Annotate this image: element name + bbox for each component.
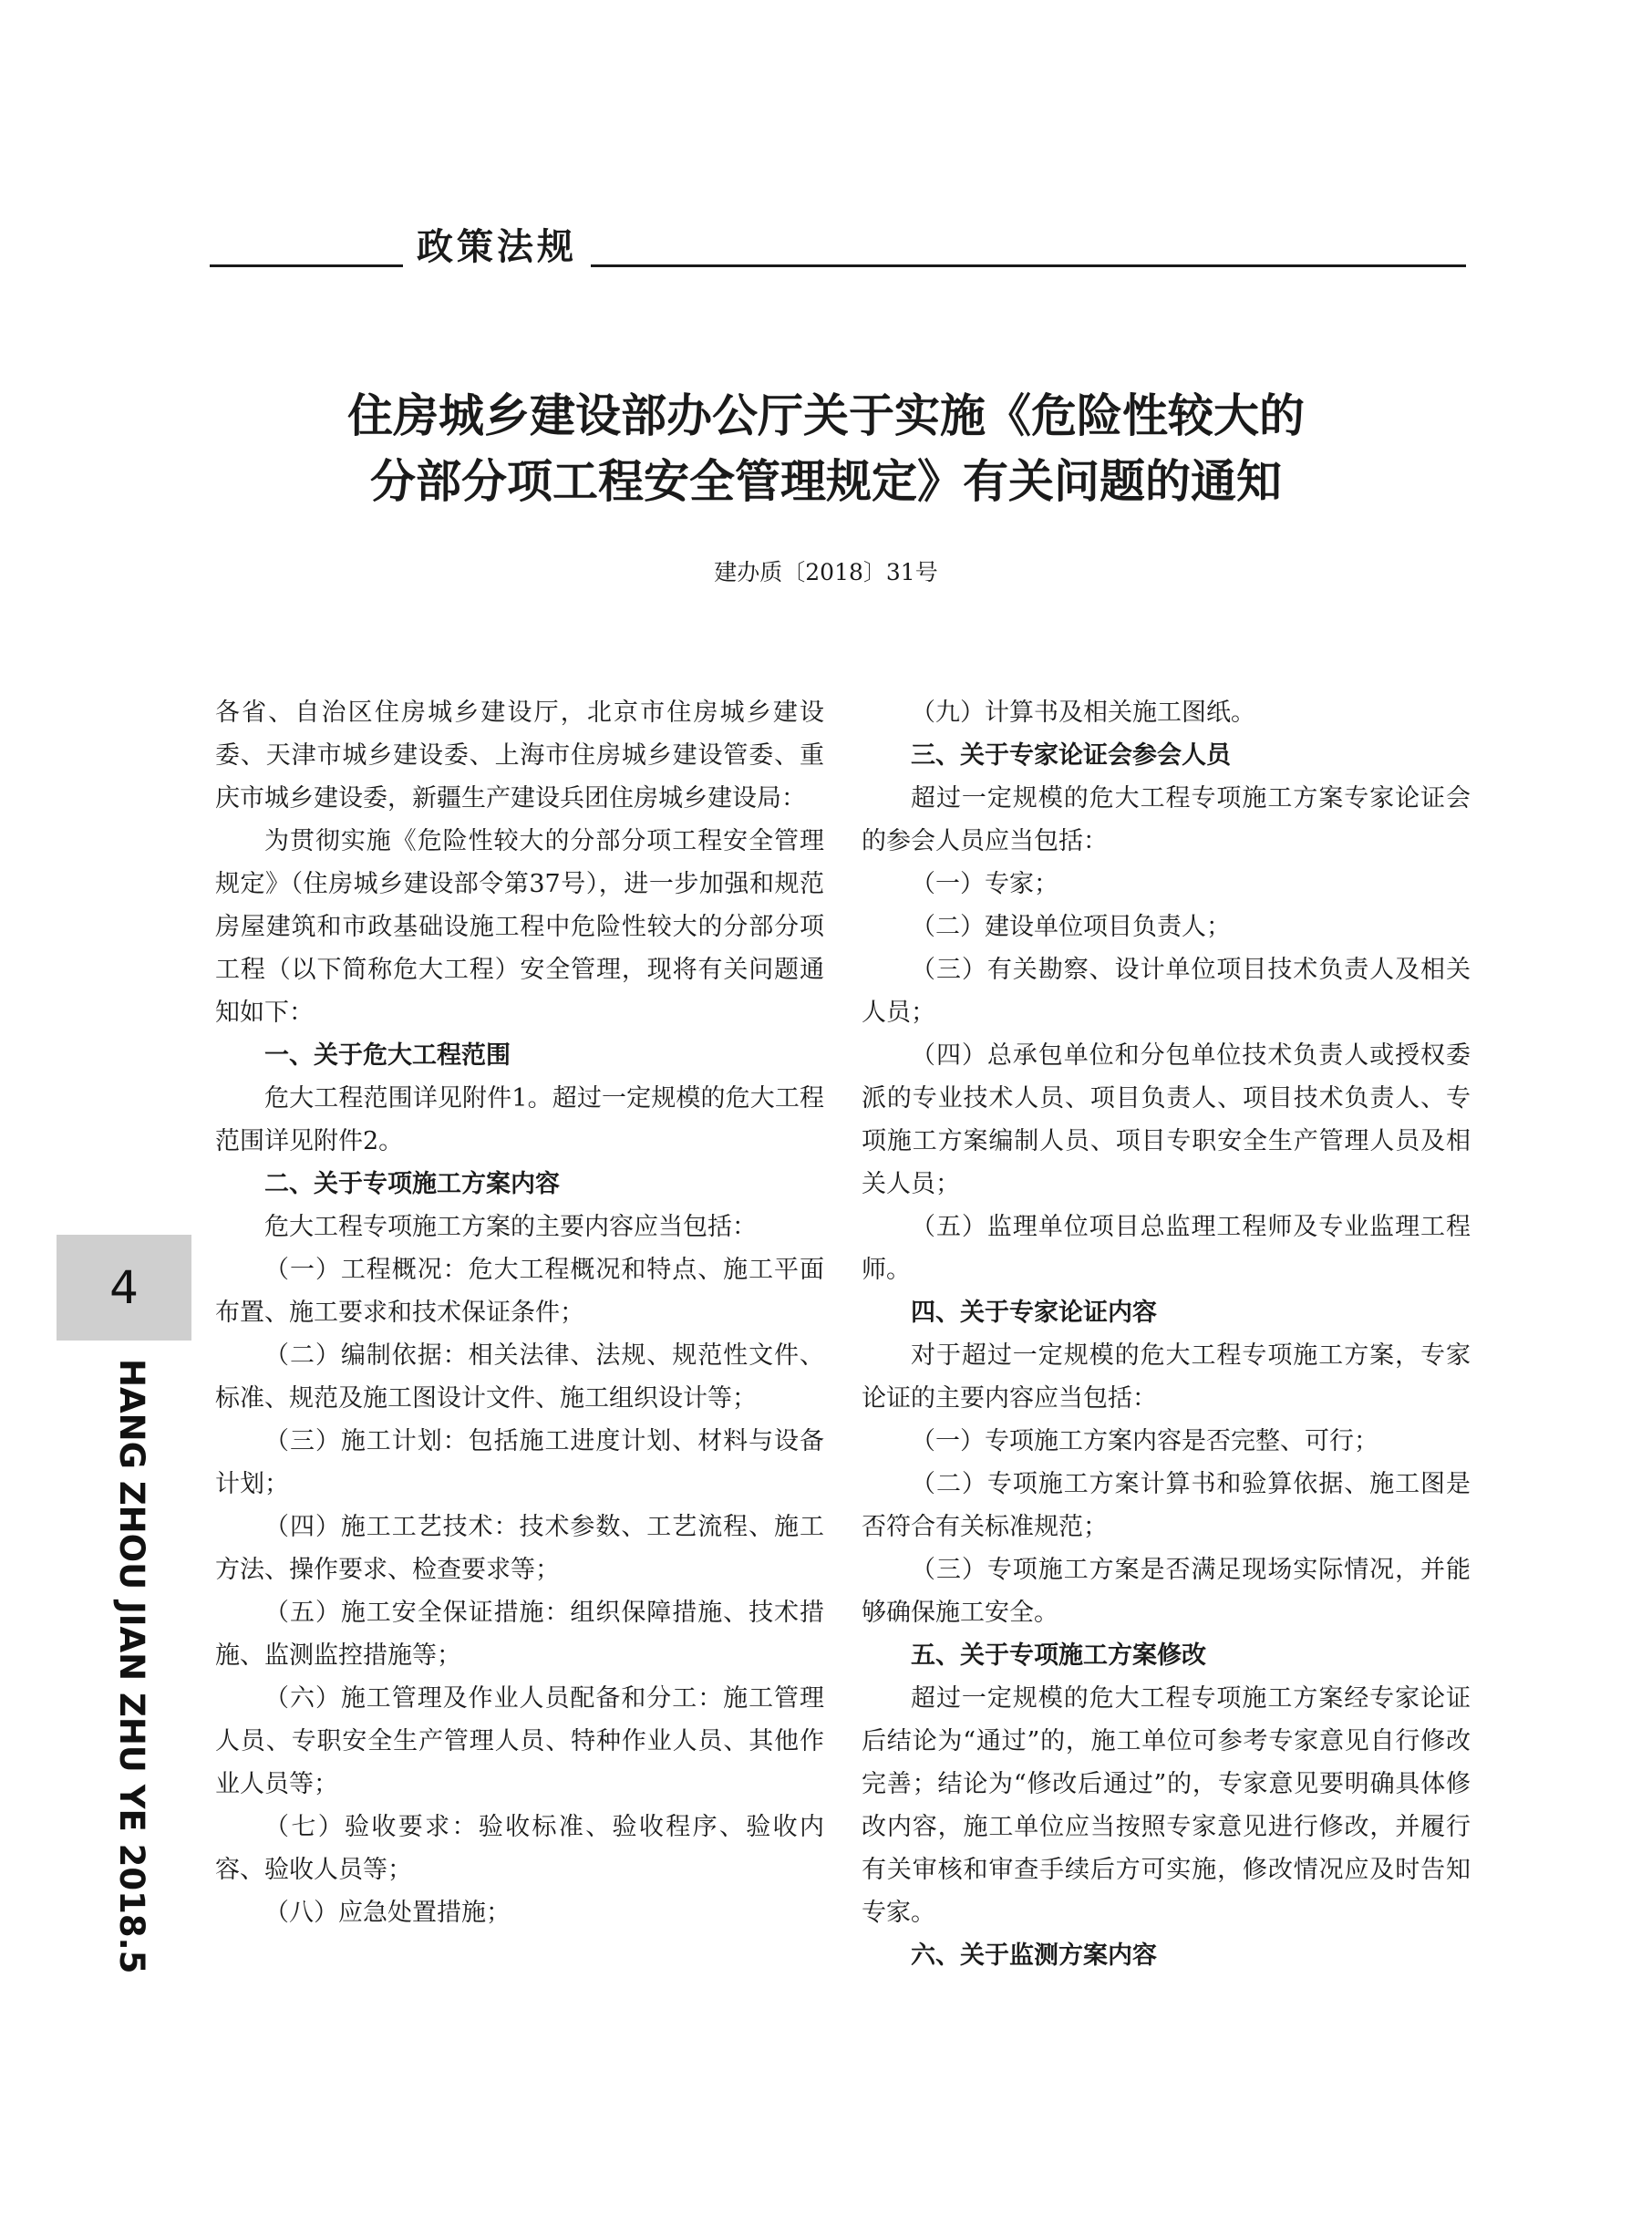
section-heading: 二、关于专项施工方案内容	[264, 1170, 560, 1198]
list-item: （七）验收要求：验收标准、验收程序、验收内容、验收人员等；	[215, 1813, 824, 1884]
list-item: （二）建设单位项目负责人；	[911, 913, 1231, 941]
paragraph: 对于超过一定规模的危大工程专项施工方案，专家论证的主要内容应当包括：	[862, 1341, 1471, 1413]
list-item: （五）施工安全保证措施：组织保障措施、技术措施、监测监控措施等；	[215, 1599, 824, 1670]
page-number-tab	[57, 1235, 191, 1341]
list-item: （四）总承包单位和分包单位技术负责人或授权委派的专业技术人员、项目负责人、项目技术负责人、专项施工方案编制人员、项目专职安全生产管理人员及相关人员；	[862, 1041, 1471, 1198]
list-item: （三）专项施工方案是否满足现场实际情况，并能够确保施工安全。	[862, 1556, 1471, 1627]
paragraph: 危大工程范围详见附件1。超过一定规模的危大工程范围详见附件2。	[215, 1084, 824, 1155]
paragraph: 超过一定规模的危大工程专项施工方案经专家论证后结论为“通过”的，施工单位可参考专家意见自行修改完善；结论为“修改后通过”的，专家意见要明确具体修改内容，施工单位应当按照专家意见进行修改，并履行有关审核和审查手续后方可实施，修改情况应及时告知专家。	[862, 1684, 1471, 1927]
list-item: （五）监理单位项目总监理工程师及专业监理工程师。	[862, 1213, 1471, 1284]
header-rule-right	[591, 264, 1466, 267]
list-item: （八）应急处置措施；	[264, 1899, 511, 1927]
page-number: 4	[109, 1261, 139, 1314]
paragraph: 超过一定规模的危大工程专项施工方案专家论证会的参会人员应当包括：	[862, 784, 1471, 855]
title-line-1: 住房城乡建设部办公厅关于实施《危险性较大的	[347, 388, 1305, 442]
section-heading: 五、关于专项施工方案修改	[911, 1641, 1206, 1670]
section-header	[210, 224, 1466, 272]
list-item: （三）有关勘察、设计单位项目技术负责人及相关人员；	[862, 956, 1471, 1027]
section-label: 政策法规	[417, 226, 577, 268]
section-heading: 四、关于专家论证内容	[911, 1299, 1157, 1327]
header-rule-left	[210, 264, 403, 267]
title-line-2: 分部分项工程安全管理规定》有关问题的通知	[370, 454, 1282, 508]
list-item: （二）编制依据：相关法律、法规、规范性文件、标准、规范及施工图设计文件、施工组织设计等；	[215, 1341, 824, 1413]
list-item: （二）专项施工方案计算书和验算依据、施工图是否符合有关标准规范；	[862, 1470, 1471, 1541]
list-item: （一）专项施工方案内容是否完整、可行；	[911, 1427, 1378, 1455]
list-item: （六）施工管理及作业人员配备和分工：施工管理人员、专职安全生产管理人员、特种作业人员、其他作业人员等；	[215, 1684, 824, 1798]
document-number: 建办质〔2018〕31号	[714, 559, 938, 585]
section-heading: 三、关于专家论证会参会人员	[911, 741, 1231, 770]
section-heading: 六、关于监测方案内容	[911, 1941, 1157, 1970]
list-item: （一）专家；	[911, 870, 1058, 898]
left-column	[215, 691, 824, 1934]
paragraph: 危大工程专项施工方案的主要内容应当包括：	[264, 1213, 757, 1241]
paragraph: 各省、自治区住房城乡建设厅，北京市住房城乡建设委、天津市城乡建设委、上海市住房城乡建设管委、重庆市城乡建设委，新疆生产建设兵团住房城乡建设局：	[215, 699, 824, 813]
journal-name-vertical: HANG ZHOU JIAN ZHU YE 2018.5	[112, 1359, 151, 1974]
right-column	[862, 691, 1471, 1977]
section-heading: 一、关于危大工程范围	[264, 1041, 511, 1070]
list-item: （一）工程概况：危大工程概况和特点、施工平面布置、施工要求和技术保证条件；	[215, 1256, 824, 1327]
list-item: （四）施工工艺技术：技术参数、工艺流程、施工方法、操作要求、检查要求等；	[215, 1513, 824, 1584]
list-item: （三）施工计划：包括施工进度计划、材料与设备计划；	[215, 1427, 824, 1498]
article-title	[164, 383, 1488, 514]
paragraph: 为贯彻实施《危险性较大的分部分项工程安全管理规定》（住房城乡建设部令第37号），进一步加强和规范房屋建筑和市政基础设施工程中危险性较大的分部分项工程（以下简称危大工程）安全管理，现将有关问题通知如下：	[215, 827, 824, 1027]
list-item: （九）计算书及相关施工图纸。	[911, 699, 1255, 727]
